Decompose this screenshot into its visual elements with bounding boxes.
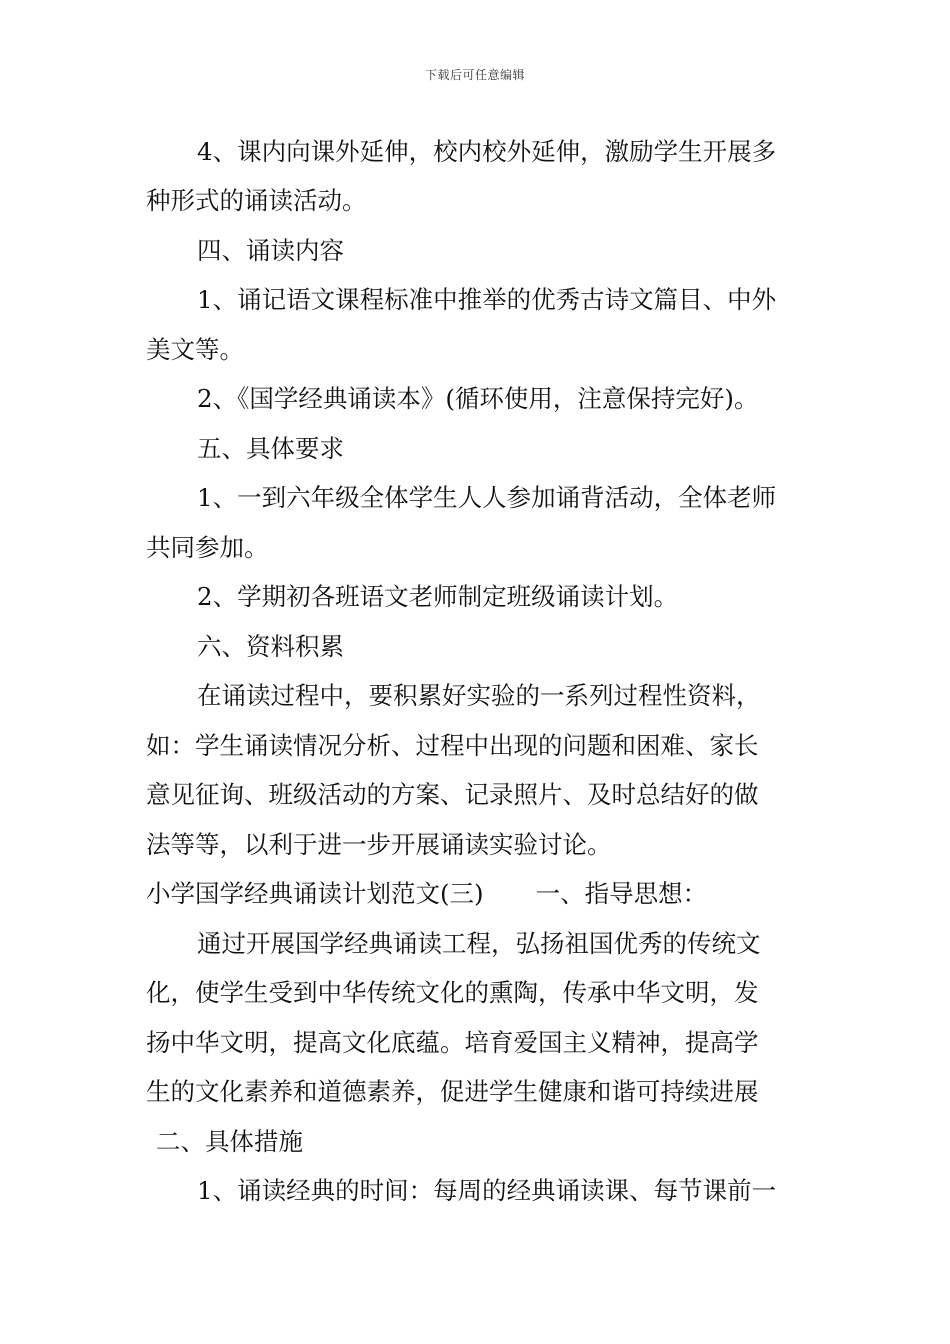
paragraph-line: 2、学期初各班语文老师制定班级诵读计划。 bbox=[197, 582, 679, 611]
paragraph-line: 法等等，以利于进一步开展诵读实验讨论。 bbox=[146, 830, 612, 859]
paragraph-line: 1、诵读经典的时间：每周的经典诵读课、每节课前一 bbox=[197, 1176, 777, 1205]
paragraph-line: 生的文化素养和道德素养，促进学生健康和谐可持续进展 bbox=[146, 1077, 759, 1106]
paragraph-line: 共同参加。 bbox=[146, 533, 269, 562]
paragraph-line: 1、诵记语文课程标准中推举的优秀古诗文篇目、中外 bbox=[197, 285, 777, 314]
paragraph-line: 1、一到六年级全体学生人人参加诵背活动，全体老师 bbox=[197, 483, 777, 512]
section-heading: 二、具体措施 bbox=[156, 1127, 303, 1156]
section-heading: 一、指导思想： bbox=[535, 879, 708, 908]
paragraph-line: 扬中华文明，提高文化底蕴。培育爱国主义精神，提高学 bbox=[146, 1028, 759, 1057]
section-heading: 四、诵读内容 bbox=[197, 236, 344, 265]
paragraph-line: 意见征询、班级活动的方案、记录照片、及时总结好的做 bbox=[146, 780, 759, 809]
paragraph-line: 通过开展国学经典诵读工程，弘扬祖国优秀的传统文 bbox=[197, 929, 761, 958]
page-header: 下载后可任意编辑 bbox=[424, 68, 525, 82]
document-subtitle: 小学国学经典诵读计划范文(三) bbox=[146, 879, 484, 908]
paragraph-line: 种形式的诵读活动。 bbox=[146, 186, 367, 215]
section-heading: 五、具体要求 bbox=[197, 434, 344, 463]
document-subtitle-line bbox=[146, 869, 707, 919]
paragraph-line: 美文等。 bbox=[146, 335, 244, 364]
section-heading: 六、资料积累 bbox=[197, 632, 344, 661]
paragraph-line: 如：学生诵读情况分析、过程中出现的问题和困难、家长 bbox=[146, 731, 759, 760]
paragraph-line: 化，使学生受到中华传统文化的熏陶，传承中华文明，发 bbox=[146, 978, 759, 1007]
paragraph-line: 在诵读过程中，要积累好实验的一系列过程性资料， bbox=[197, 681, 761, 710]
paragraph-line: 4、课内向课外延伸，校内校外延伸，激励学生开展多 bbox=[197, 137, 777, 166]
paragraph-line: 2、《国学经典诵读本》(循环使用，注意保持完好)。 bbox=[197, 384, 759, 413]
